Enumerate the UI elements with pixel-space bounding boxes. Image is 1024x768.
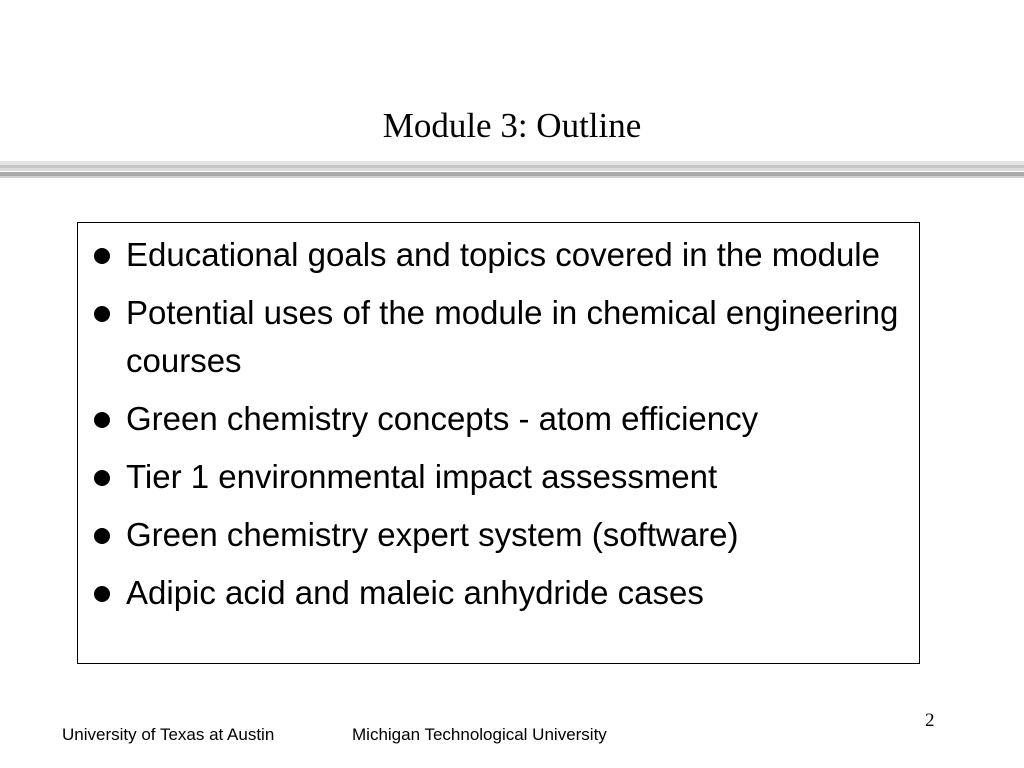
- bullet-icon: [94, 586, 110, 602]
- bullet-icon: [94, 412, 110, 428]
- list-item-text: Educational goals and topics covered in the module: [126, 236, 880, 273]
- page-number: 2: [925, 710, 935, 731]
- list-item: [92, 569, 907, 617]
- title-divider-line: [0, 168, 1024, 171]
- footer-university-texas: University of Texas at Austin: [62, 725, 275, 744]
- list-item-text: Green chemistry expert system (software): [126, 516, 739, 553]
- bullet-icon: [94, 470, 110, 486]
- outline-list: [92, 231, 907, 627]
- outline-box: [77, 222, 920, 664]
- bullet-icon: [94, 306, 110, 322]
- list-item: [92, 231, 907, 279]
- list-item: [92, 511, 907, 559]
- list-item-text: Potential uses of the module in chemical engineering courses: [126, 294, 899, 379]
- list-item-text: Tier 1 environmental impact assessment: [126, 458, 718, 495]
- slide-title: Module 3: Outline: [382, 106, 642, 145]
- list-item: [92, 289, 907, 385]
- bullet-icon: [94, 528, 110, 544]
- footer-university-michigan: Michigan Technological University: [352, 725, 607, 744]
- list-item: [92, 395, 907, 443]
- list-item-text: Adipic acid and maleic anhydride cases: [126, 574, 704, 611]
- list-item-text: Green chemistry concepts - atom efficiency: [126, 400, 759, 437]
- bullet-icon: [94, 248, 110, 264]
- list-item: [92, 453, 907, 501]
- title-divider-line: [0, 176, 1024, 178]
